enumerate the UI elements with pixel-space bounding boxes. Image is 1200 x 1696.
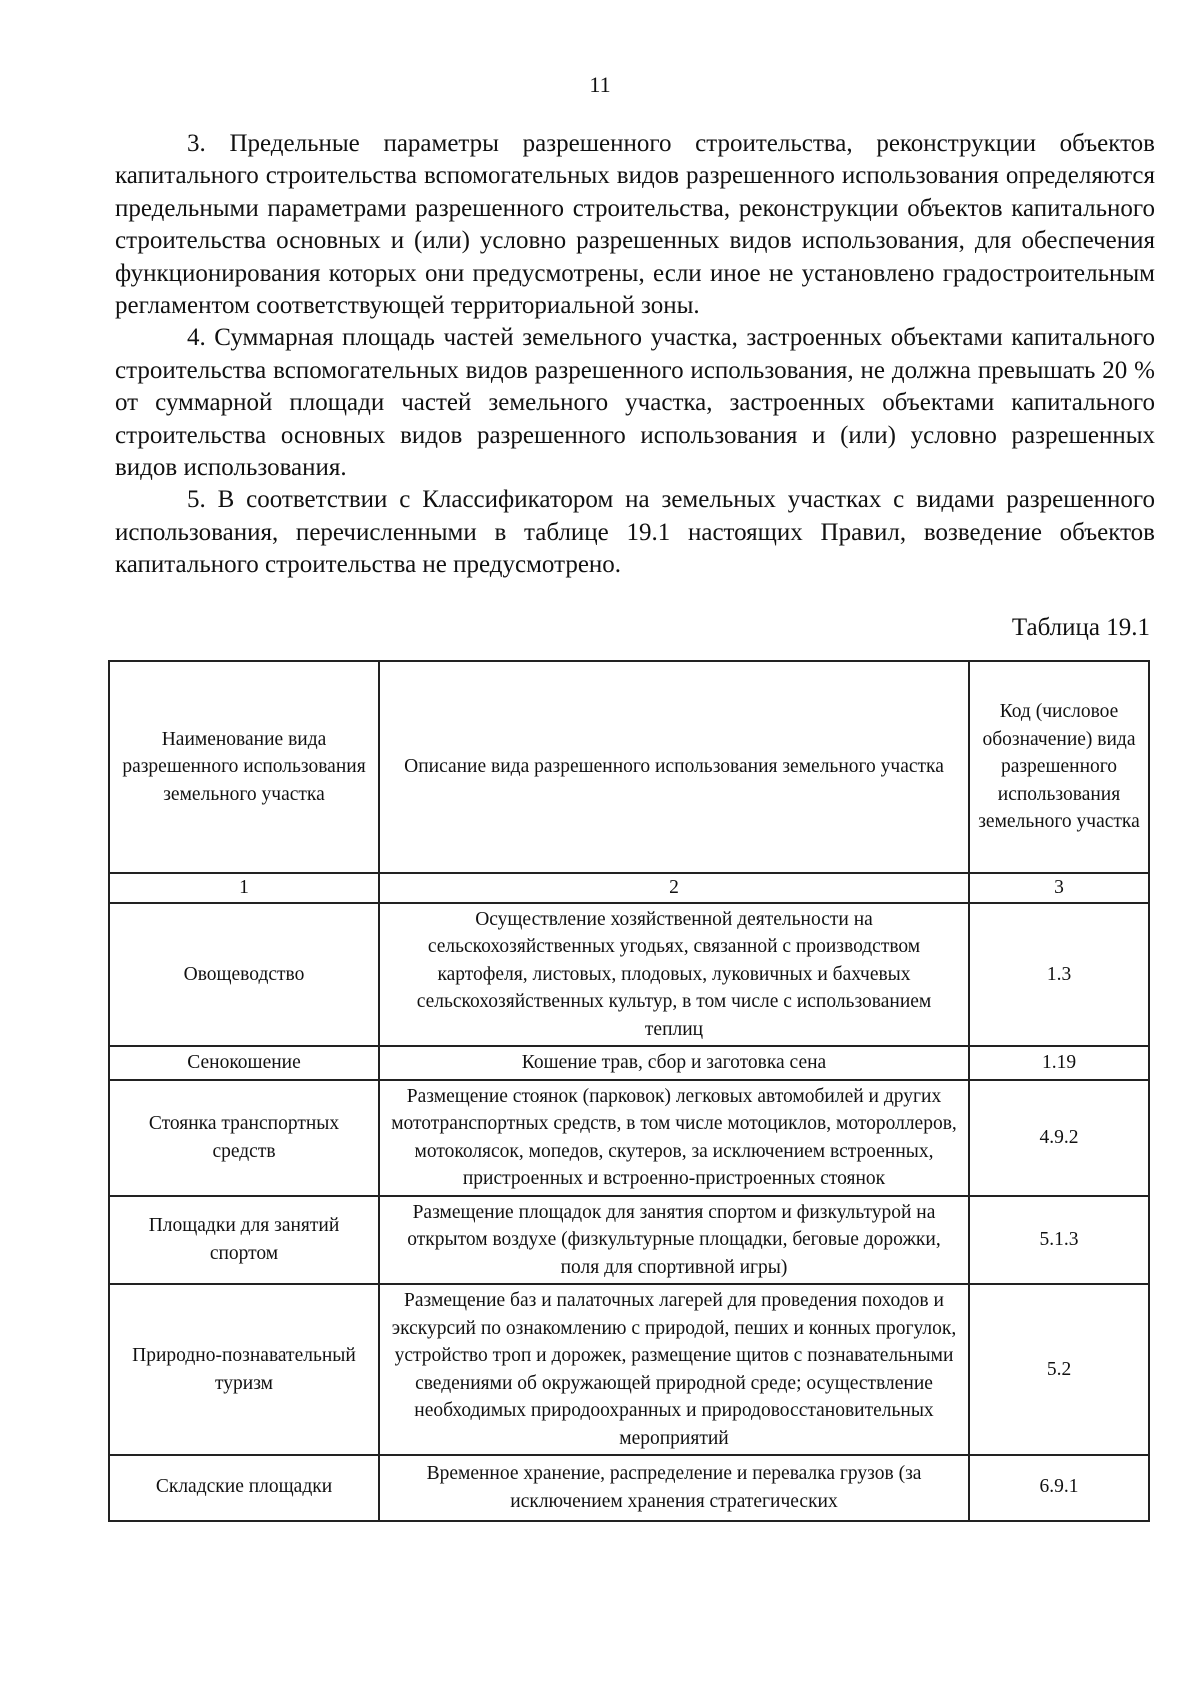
row-code: 4.9.2 <box>969 1080 1149 1196</box>
header-description: Описание вида разрешенного использования земельного участка <box>379 661 969 873</box>
table-row <box>109 1196 1149 1285</box>
row-name: Природно-познавательный туризм <box>109 1284 379 1455</box>
row-code: 1.19 <box>969 1046 1149 1080</box>
row-description: Размещение баз и палаточных лагерей для проведения походов и экскурсий по ознакомлению с природой, пеших и конных прогулок, устройство троп и дорожек, размещение щитов с познавательными сведениями об окружающей природной среде; осуществление необходимых природоохранных и природовосстановительных мероприятий <box>379 1284 969 1455</box>
paragraph-5: 5. В соответствии с Классификатором на земельных участках с видами разрешенного использования, перечисленными в таблице 19.1 настоящих Правил, возведение объектов капитального строительства не предусмотрено. <box>115 486 1155 579</box>
row-name: Площадки для занятий спортом <box>109 1196 379 1285</box>
header-code: Код (числовое обозначение) вида разрешенного использования земельного участка <box>969 661 1149 873</box>
table-caption: Таблица 19.1 <box>1011 614 1150 641</box>
row-code: 1.3 <box>969 903 1149 1047</box>
row-name: Стоянка транспортных средств <box>109 1080 379 1196</box>
table-row <box>109 1284 1149 1455</box>
row-description: Кошение трав, сбор и заготовка сена <box>379 1046 969 1080</box>
paragraph-4: 4. Суммарная площадь частей земельного участка, застроенных объектами капитального строительства вспомогательных видов разрешенного использования, не должна превышать 20 % от суммарной площади частей земельного участка, застроенных объектами капитального строительства основных видов разрешенного использования и (или) условно разрешенных видов использования. <box>115 324 1155 482</box>
column-number-row <box>109 873 1149 903</box>
row-description <box>379 1455 969 1521</box>
row-name: Овощеводство <box>109 903 379 1047</box>
header-name: Наименование вида разрешенного использования земельного участка <box>109 661 379 873</box>
row-description: Размещение стоянок (парковок) легковых автомобилей и других мототранспортных средств, в том числе мотоциклов, мотороллеров, мотоколясок, мопедов, скутеров, за исключением встроенных, пристроенных и встроенно-пристроенных стоянок <box>379 1080 969 1196</box>
row-name: Сенокошение <box>109 1046 379 1080</box>
column-number: 3 <box>969 873 1149 903</box>
table-row <box>109 1046 1149 1080</box>
table-row <box>109 903 1149 1047</box>
row-code: 6.9.1 <box>969 1455 1149 1521</box>
row-description: Осуществление хозяйственной деятельности на сельскохозяйственных угодьях, связанной с производством картофеля, листовых, плодовых, луковичных и бахчевых сельскохозяйственных культур, в том числе с использованием теплиц <box>379 903 969 1047</box>
row-description-text: Временное хранение, распределение и перевалка грузов (за исключением хранения стратегических <box>426 1463 922 1512</box>
column-number: 2 <box>379 873 969 903</box>
page-number: 11 <box>589 72 611 97</box>
row-code: 5.1.3 <box>969 1196 1149 1285</box>
paragraph-3: 3. Предельные параметры разрешенного строительства, реконструкции объектов капитального строительства вспомогательных видов разрешенного использования определяются предельными параметрами разрешенного строительства, реконструкции объектов капитального строительства основных и (или) условно разрешенных видов использования, для обеспечения функционирования которых они предусмотрены, если иное не установлено градостроительным регламентом соответствующей территориальной зоны. <box>115 130 1155 320</box>
row-name: Складские площадки <box>109 1455 379 1521</box>
table-row <box>109 1455 1149 1521</box>
table-header-row <box>109 661 1149 873</box>
land-use-table <box>108 660 1150 1522</box>
table-row <box>109 1080 1149 1196</box>
row-code: 5.2 <box>969 1284 1149 1455</box>
column-number: 1 <box>109 873 379 903</box>
row-description: Размещение площадок для занятия спортом и физкультурой на открытом воздухе (физкультурные площадки, беговые дорожки, поля для спортивной игры) <box>379 1196 969 1285</box>
body-text <box>115 128 1155 582</box>
